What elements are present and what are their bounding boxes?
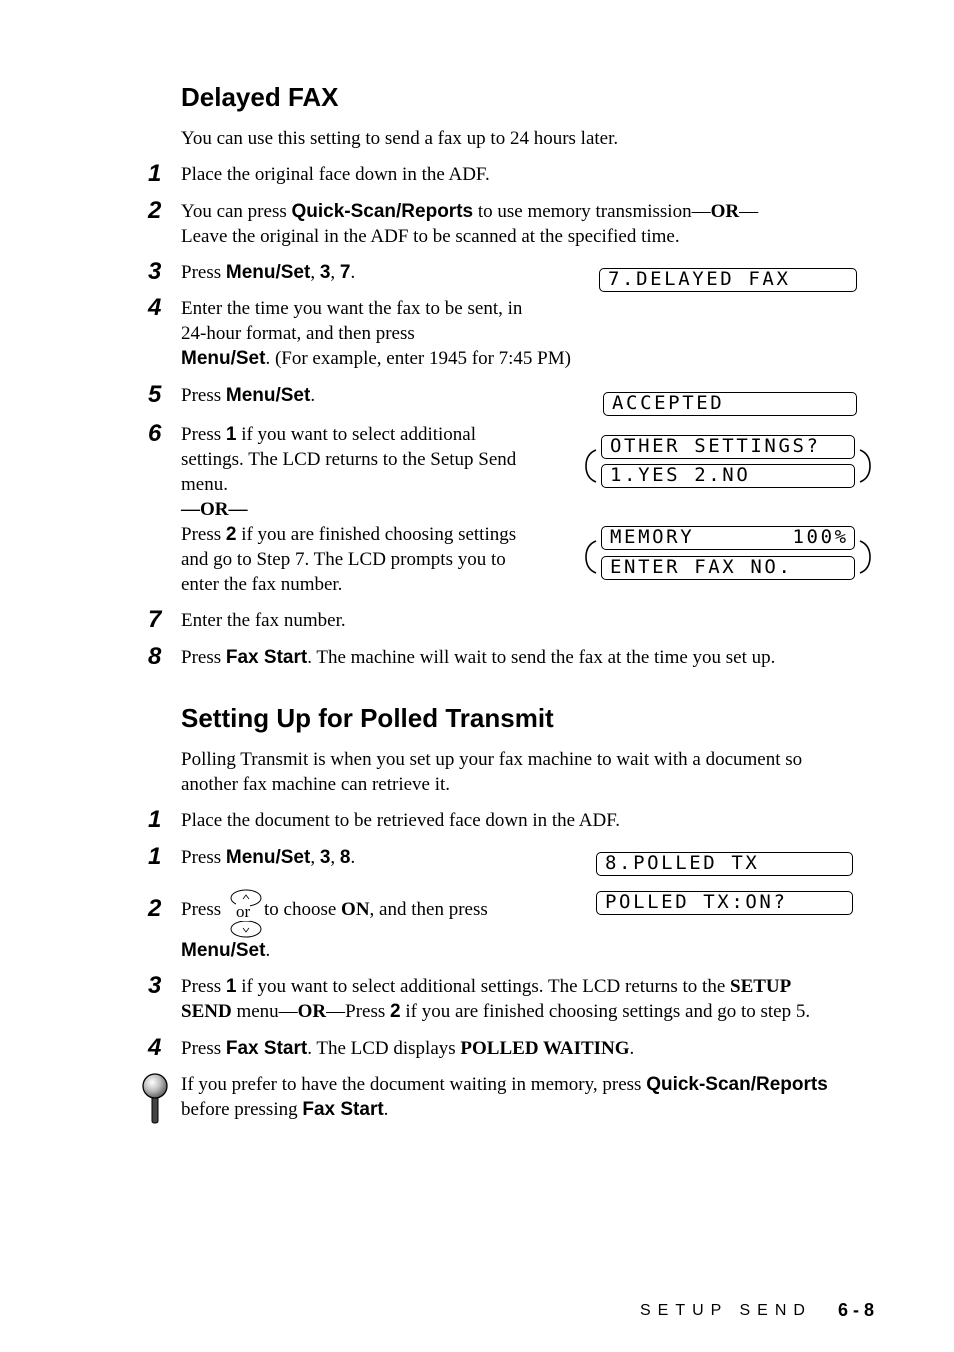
delayed-intro: You can use this setting to send a fax up to 24 hours later. xyxy=(181,128,619,149)
scroll-bracket-right-icon xyxy=(856,537,876,577)
lcd-display: POLLED TX:ON? xyxy=(596,891,853,915)
page-number: 6 - 8 xyxy=(838,1300,875,1320)
step-number: 2 xyxy=(148,895,162,922)
step-text: Place the document to be retrieved face down in the ADF. xyxy=(181,810,621,831)
step-number: 4 xyxy=(148,294,162,321)
step-number: 1 xyxy=(148,843,162,870)
lcd-display: 8.POLLED TX xyxy=(596,852,853,876)
section-title-delayed-fax: Delayed FAX xyxy=(181,82,339,112)
step-number: 3 xyxy=(148,972,162,999)
scroll-bracket-left-icon xyxy=(582,537,602,577)
step-number: 4 xyxy=(148,1034,162,1061)
step-text: Press Fax Start. The LCD displays POLLED WAITING. xyxy=(181,1038,635,1059)
step-text: You can press Quick-Scan/Reports to use memory transmission—OR— Leave the original in the ADF to be scanned at the specified time. xyxy=(181,201,759,247)
section-title-polled-transmit: Setting Up for Polled Transmit xyxy=(181,703,554,733)
note-pin-icon xyxy=(140,1071,170,1125)
lcd-display: 1.YES 2.NO xyxy=(601,464,855,488)
lcd-display: MEMORY 100% xyxy=(601,526,855,550)
step-text: Enter the fax number. xyxy=(181,610,346,631)
polled-intro: Polling Transmit is when you set up your fax machine to wait with a document so another fax machine can retrieve it. xyxy=(181,749,803,795)
step-number: 6 xyxy=(148,420,162,447)
step-text: Press Fax Start. The machine will wait to send the fax at the time you set up. xyxy=(181,647,776,668)
step-number: 5 xyxy=(148,381,162,408)
step-text: Menu/Set. xyxy=(181,940,271,961)
step-text: Place the original face down in the ADF. xyxy=(181,164,490,185)
or-label: or xyxy=(236,902,251,921)
step-text: to choose ON, and then press xyxy=(264,899,488,920)
step-number: 3 xyxy=(148,258,162,285)
lcd-display: 7.DELAYED FAX xyxy=(599,268,857,292)
footer-section-name: SETUP SEND xyxy=(640,1302,812,1319)
note-text: If you prefer to have the document waiting in memory, press Quick-Scan/Reports before pressing Fax Start. xyxy=(181,1074,828,1120)
step-text: Press Menu/Set, 3, 7. xyxy=(181,262,356,283)
lcd-display: ENTER FAX NO. xyxy=(601,556,855,580)
step-number: 8 xyxy=(148,643,162,670)
step-text: Press Menu/Set, 3, 8. xyxy=(181,847,356,868)
step-text: Press 1 if you want to select additional settings. The LCD returns to the SETUP SEND menu—OR—Press 2 if you are finished choosing settings and go to step 5. xyxy=(181,976,811,1022)
step-text: Press Menu/Set. xyxy=(181,385,316,406)
step-number: 1 xyxy=(148,806,162,833)
step-number: 7 xyxy=(148,606,162,633)
lcd-display: ACCEPTED xyxy=(603,392,857,416)
step-text: Press 1 if you want to select additional settings. The LCD returns to the Setup Send menu. —OR— Press 2 if you are finished choosing settings and go to Step 7. The LCD prompts you to enter the fax number. xyxy=(181,424,517,595)
lcd-display: OTHER SETTINGS? xyxy=(601,435,855,459)
scroll-bracket-left-icon xyxy=(582,446,602,486)
scroll-bracket-right-icon xyxy=(856,446,876,486)
key-label: Quick-Scan/Reports xyxy=(291,201,474,222)
step-number: 1 xyxy=(148,160,162,187)
step-text-press: Press xyxy=(181,899,222,920)
step-number: 2 xyxy=(148,197,162,224)
step-text: Enter the time you want the fax to be sent, in 24-hour format, and then press Menu/Set. (For example, enter 1945 for 7:45 PM) xyxy=(181,298,571,369)
